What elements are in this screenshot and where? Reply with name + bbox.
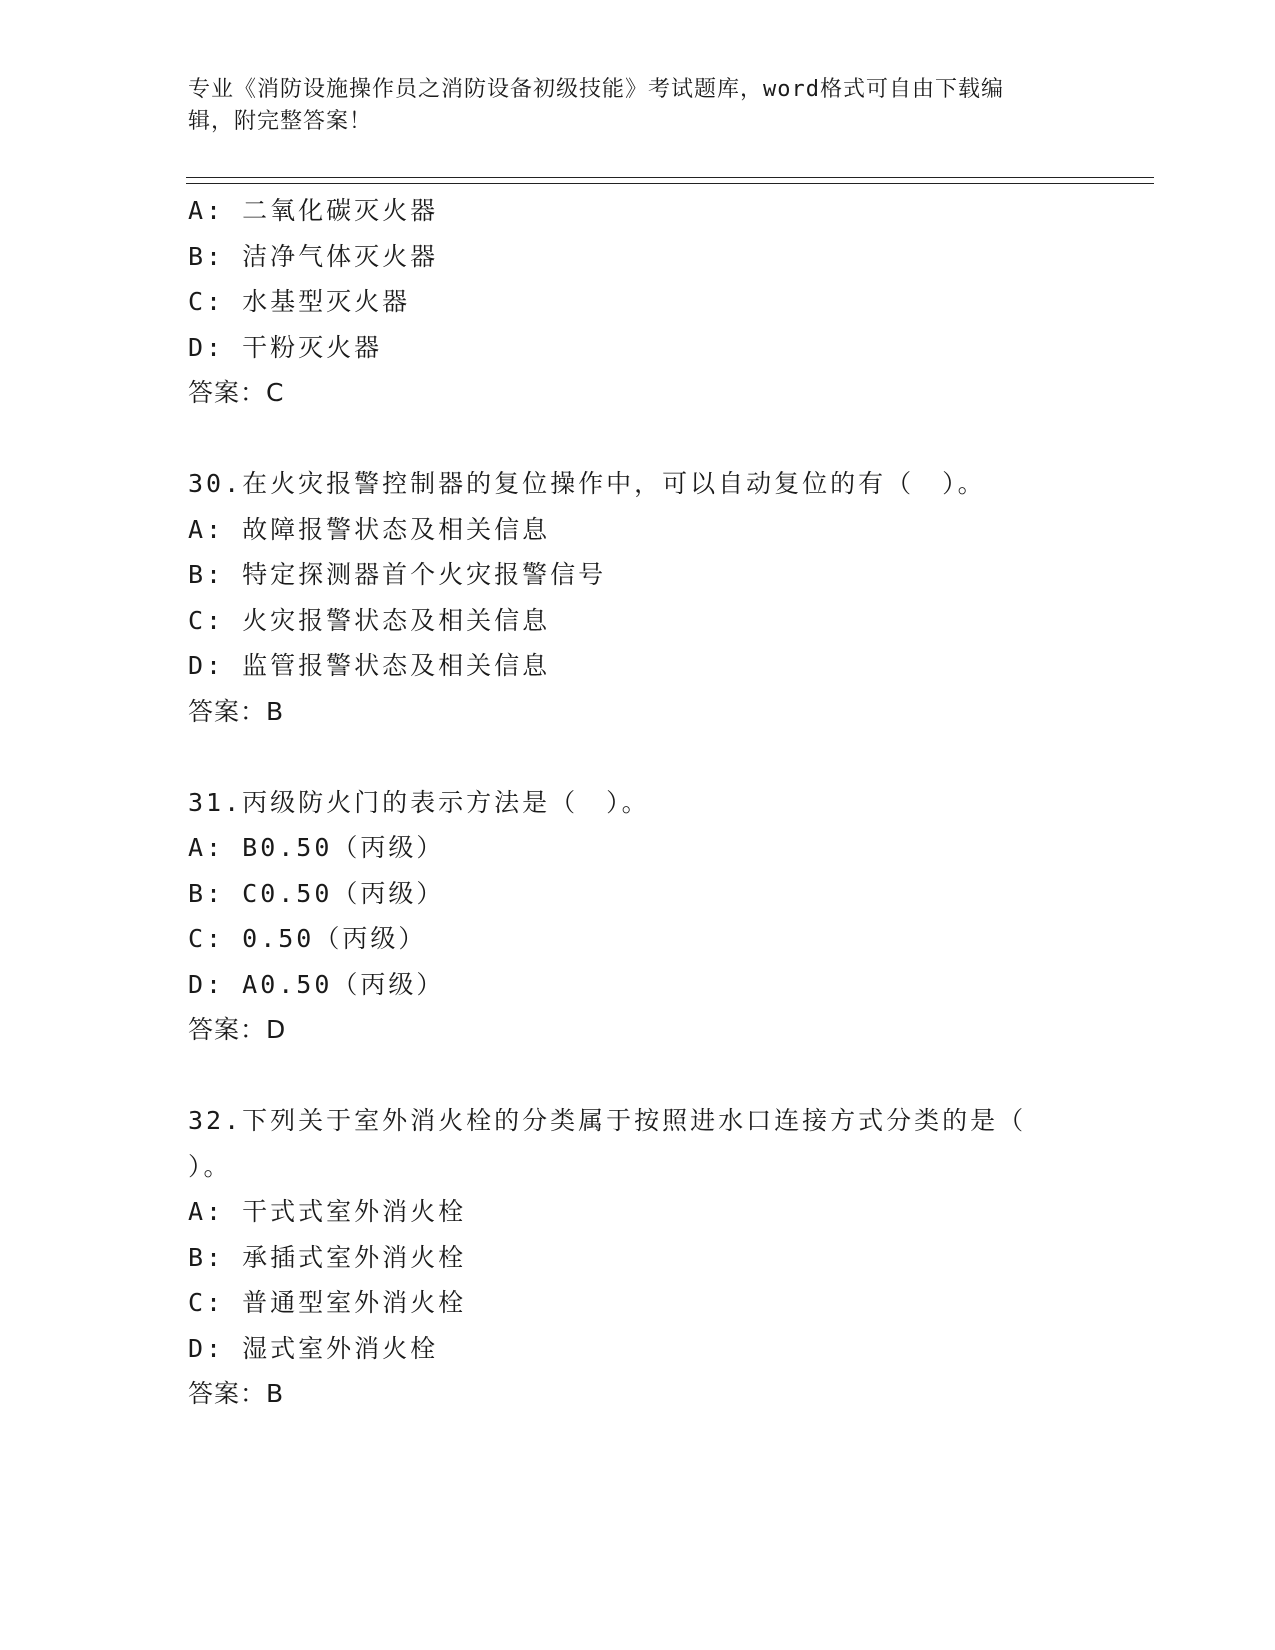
option-a: A: 干式式室外消火栓 (188, 1197, 467, 1226)
option-a: A: 故障报警状态及相关信息 (188, 514, 551, 544)
header-line-1: 专业《消防设施操作员之消防设备初级技能》考试题库，word格式可自由下载编 (188, 77, 1004, 102)
option-b: B: C0.50（丙级） (188, 878, 445, 908)
option-d: D: A0.50（丙级） (188, 969, 445, 999)
question-list (188, 188, 1088, 1417)
option-b: B: 承插式室外消火栓 (188, 1242, 467, 1272)
option-c: C: 火灾报警状态及相关信息 (188, 605, 551, 635)
option-d: D: 干粉灭火器 (188, 332, 383, 362)
option-a: A: B0.50（丙级） (188, 833, 445, 862)
option-d: D: 湿式室外消火栓 (188, 1333, 439, 1363)
option-c: C: 水基型灭火器 (188, 287, 411, 316)
document-header (188, 74, 1088, 138)
question-30-text: 30.在火灾报警控制器的复位操作中，可以自动复位的有（ ）。 (188, 469, 986, 498)
question-30 (188, 461, 1088, 734)
header-line-2: 辑，附完整答案！ (188, 109, 373, 134)
option-b: B: 特定探测器首个火灾报警信号 (188, 560, 607, 589)
answer-29: 答案：C (188, 378, 285, 407)
answer-31: 答案：D (188, 1015, 287, 1044)
option-b: B: 洁净气体灭火器 (188, 241, 439, 271)
question-31 (188, 780, 1088, 1053)
option-c: C: 普通型室外消火栓 (188, 1288, 467, 1317)
spacer (188, 734, 1088, 780)
answer-32: 答案：B (188, 1379, 285, 1408)
question-29 (188, 188, 1088, 416)
question-32-text-line-2: ）。 (188, 1151, 232, 1181)
question-32-text-line-1: 32.下列关于室外消火栓的分类属于按照进水口连接方式分类的是（ (188, 1106, 1027, 1135)
option-d: D: 监管报警状态及相关信息 (188, 651, 551, 680)
question-32 (188, 1098, 1088, 1417)
header-divider (186, 177, 1154, 184)
question-31-text: 31.丙级防火门的表示方法是（ ）。 (188, 787, 650, 817)
spacer (188, 416, 1088, 462)
option-c: C: 0.50（丙级） (188, 924, 427, 953)
spacer (188, 1053, 1088, 1099)
option-a: A: 二氧化碳灭火器 (188, 196, 439, 225)
answer-30: 答案：B (188, 696, 285, 726)
